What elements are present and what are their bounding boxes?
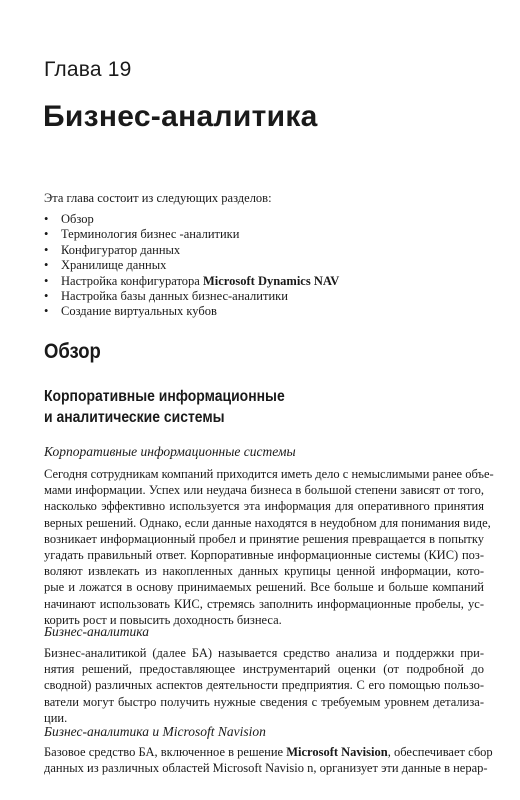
- list-item-label: Хранилище данных: [61, 258, 167, 273]
- chapter-title: Бизнес-аналитика: [43, 100, 318, 133]
- section-list: [44, 212, 339, 320]
- text-line: корить рост и повысить доходность бизнеса.: [44, 612, 282, 627]
- subsection-heading: [44, 386, 285, 428]
- list-item: [44, 243, 339, 258]
- list-item-label: Обзор: [61, 212, 94, 226]
- list-item-product-name: Microsoft Dynamics NAV: [202, 273, 340, 288]
- paragraph-business-analytics: [44, 645, 484, 726]
- text-line: [44, 744, 493, 760]
- list-item: [44, 289, 339, 304]
- list-item-label: Создание виртуальных кубов: [61, 304, 217, 319]
- section-heading-overview: Обзор: [44, 340, 101, 363]
- text-line: нятия решений, предоставляющее инструментарий оценки (от подробной до: [44, 662, 484, 677]
- text-line: мами информации. Успех или неудача бизнеса в большой степени зависят от того,: [44, 483, 484, 498]
- chapter-label: Глава 19: [44, 58, 132, 81]
- bullet-icon: •: [44, 227, 49, 242]
- list-item-label: Терминология бизнес -аналитики: [61, 227, 240, 242]
- bullet-icon: •: [44, 212, 49, 226]
- intro-text: Эта глава состоит из следующих разделов:: [44, 191, 272, 205]
- bullet-icon: •: [44, 273, 49, 288]
- paragraph-corporate-systems: [44, 466, 494, 628]
- subsection-heading-line: Корпоративные информационные: [44, 388, 285, 405]
- paragraph-analytics-navision: [44, 744, 493, 776]
- text-fragment: , обеспечивает сбор: [387, 745, 493, 759]
- product-name: Microsoft Navision: [286, 745, 388, 759]
- list-item: [44, 274, 339, 289]
- subheading-business-analytics: Бизнес-аналитика: [44, 624, 150, 639]
- text-line: ции.: [44, 710, 68, 725]
- text-line: угадать правильный ответ. Корпоративные информационные системы (КИС) поз-: [44, 547, 484, 562]
- text-line: данных из различных областей Microsoft Navisio n, организует эти данные в нерар-: [44, 761, 488, 776]
- text-line: возникает информационный пробел и принятие решения превращается в попытку: [44, 531, 484, 546]
- text-line: Бизнес-аналитикой (далее БА) называется средство анализа и поддержки при-: [44, 646, 484, 660]
- text-line: Сегодня сотрудникам компаний приходится иметь дело с немыслимыми ранее объе-: [44, 467, 494, 481]
- list-item-label: Настройка конфигуратора: [61, 273, 203, 288]
- subheading-corporate-systems: Корпоративные информационные системы: [44, 444, 296, 459]
- list-item: [44, 304, 339, 319]
- text-fragment: Базовое средство БА, включенное в решение: [44, 745, 287, 759]
- text-line: воляют извлекать из накопленных данных крупицы ценной информации, кото-: [44, 564, 484, 579]
- text-line: ватели могут быстро получить нужные сведения с требуемым уровнем детализа-: [44, 694, 484, 709]
- list-item: [44, 212, 339, 227]
- text-line: сводной) различных аспектов деятельности предприятия. С его помощью пользо-: [44, 678, 484, 693]
- list-item: [44, 227, 339, 242]
- list-item-label: Конфигуратор данных: [61, 242, 181, 257]
- text-line: насколько эффективно используется эта информация для оперативного принятия: [44, 499, 484, 514]
- text-line: верных решений. Однако, если данные находятся в неудобном для понимания виде,: [44, 515, 491, 530]
- bullet-icon: •: [44, 258, 49, 273]
- text-line: начинают использовать КИС, стремясь заполнить информационные пробелы, ус-: [44, 596, 484, 611]
- bullet-icon: •: [44, 288, 49, 303]
- bullet-icon: •: [44, 242, 49, 257]
- text-line: рые и ложатся в основу принимаемых решений. Все больше и больше компаний: [44, 580, 484, 595]
- bullet-icon: •: [44, 304, 49, 319]
- list-item: [44, 258, 339, 273]
- subsection-heading-line: и аналитические системы: [44, 409, 225, 426]
- list-item-label: Настройка базы данных бизнес-аналитики: [61, 288, 288, 303]
- subheading-analytics-navision: Бизнес-аналитика и Microsoft Navision: [44, 724, 266, 739]
